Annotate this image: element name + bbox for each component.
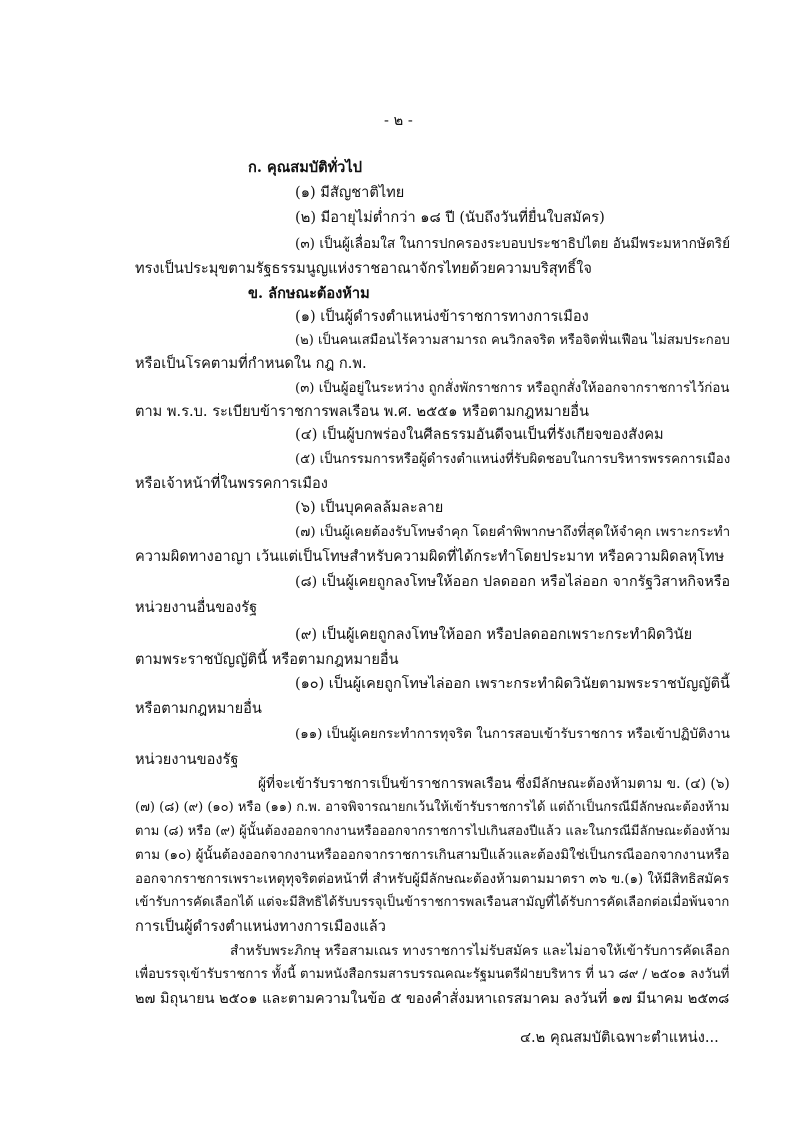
- paragraph-1-line-2: (๗) (๘) (๙) (๑๐) หรือ (๑๑) ก.พ. อาจพิจารณายกเว้นให้เข้ารับราชการได้ แต่ถ้าเป็นกรณีมีลักษณะต้องห้าม: [135, 800, 730, 815]
- section-b-item-7-cont: ความผิดทางอาญา เว้นแต่เป็นโทษสำหรับความผิดที่ได้กระทำโดยประมาท หรือความผิดลหุโทษ: [135, 548, 725, 565]
- section-a-item-1: (๑) มีสัญชาติไทย: [295, 184, 405, 201]
- section-b-item-7: (๗) เป็นผู้เคยต้องรับโทษจำคุก โดยคำพิพากษาถึงที่สุดให้จำคุก เพราะกระทำ: [295, 525, 731, 540]
- section-b-item-10-cont: หรือตามกฎหมายอื่น: [135, 700, 262, 717]
- section-b-heading: ข. ลักษณะต้องห้าม: [248, 285, 370, 302]
- paragraph-1-line-3: ตาม (๘) หรือ (๙) ผู้นั้นต้องออกจากงานหรือออกจากราชการไปเกินสองปีแล้ว และในกรณีมีลักษณะต้องห้าม: [135, 824, 731, 839]
- section-a-item-3-cont: ทรงเป็นประมุขตามรัฐธรรมนูญแห่งราชอาณาจักรไทยด้วยความบริสุทธิ์ใจ: [135, 260, 592, 277]
- section-b-item-11-cont: หน่วยงานของรัฐ: [135, 751, 239, 768]
- continuation-note: ๔.๒ คุณสมบัติเฉพาะตำแหน่ง...: [520, 1029, 719, 1046]
- section-b-item-9-cont: ตามพระราชบัญญัตินี้ หรือตามกฎหมายอื่น: [135, 651, 399, 668]
- paragraph-1-line-7: การเป็นผู้ดำรงตำแหน่งทางการเมืองแล้ว: [135, 918, 386, 935]
- section-b-item-3: (๓) เป็นผู้อยู่ในระหว่าง ถูกสั่งพักราชการ หรือถูกสั่งให้ออกจากราชการไว้ก่อน: [295, 381, 730, 396]
- section-b-item-10: (๑๐) เป็นผู้เคยถูกโทษไล่ออก เพราะกระทำผิดวินัยตามพระราชบัญญัตินี้: [295, 676, 730, 692]
- section-b-item-2: (๒) เป็นคนเสมือนไร้ความสามารถ คนวิกลจริต หรือจิตฟั่นเฟือน ไม่สมประกอบ: [295, 333, 730, 348]
- paragraph-1-line-1: ผู้ที่จะเข้ารับราชการเป็นข้าราชการพลเรือน ซึ่งมีลักษณะต้องห้ามตาม ข. (๔) (๖): [258, 776, 730, 792]
- section-b-item-11: (๑๑) เป็นผู้เคยกระทำการทุจริต ในการสอบเข้ารับราชการ หรือเข้าปฏิบัติงาน: [295, 727, 730, 742]
- section-b-item-9: (๙) เป็นผู้เคยถูกลงโทษให้ออก หรือปลดออกเพราะกระทำผิดวินัย: [295, 626, 693, 643]
- section-b-item-1: (๑) เป็นผู้ดำรงตำแหน่งข้าราชการทางการเมือง: [295, 308, 589, 325]
- section-a-item-3: (๓) เป็นผู้เลื่อมใส ในการปกครองระบอบประชาธิปไตย อันมีพระมหากษัตริย์: [295, 236, 731, 252]
- section-b-item-3-cont: ตาม พ.ร.บ. ระเบียบข้าราชการพลเรือน พ.ศ. ๒๕๕๑ หรือตามกฎหมายอื่น: [135, 403, 589, 420]
- section-b-item-8: (๘) เป็นผู้เคยถูกลงโทษให้ออก ปลดออก หรือไล่ออก จากรัฐวิสาหกิจหรือ: [295, 574, 731, 590]
- section-b-item-5-cont: หรือเจ้าหน้าที่ในพรรคการเมือง: [135, 475, 328, 492]
- paragraph-2-line-1: สำหรับพระภิกษุ หรือสามเณร ทางราชการไม่รับสมัคร และไม่อาจให้เข้ารับการคัดเลือก: [230, 943, 730, 959]
- section-b-item-8-cont: หน่วยงานอื่นของรัฐ: [135, 599, 258, 616]
- paragraph-1-line-4: ตาม (๑๐) ผู้นั้นต้องออกจากงานหรือออกจากราชการเกินสามปีแล้วและต้องมิใช่เป็นกรณีออกจากงานหรือ: [135, 848, 730, 863]
- paragraph-1-line-6: เข้ารับการคัดเลือกได้ แต่จะมีสิทธิได้รับบรรจุเป็นข้าราชการพลเรือนสามัญที่ได้รับการคัดเลือกต่อเมื่อพ้นจาก: [135, 895, 730, 910]
- section-b-item-6: (๖) เป็นบุคคลล้มละลาย: [295, 499, 444, 516]
- page-number: - ๒ -: [384, 112, 413, 129]
- section-b-item-5: (๕) เป็นกรรมการหรือผู้ดำรงตำแหน่งที่รับผิดชอบในการบริหารพรรคการเมือง: [295, 452, 731, 467]
- paragraph-1-line-5: ออกจากราชการเพราะเหตุทุจริตต่อหน้าที่ สำหรับผู้มีลักษณะต้องห้ามตามมาตรา ๓๖ ข.(๑) ให้มีสิทธิสมัคร: [135, 872, 730, 887]
- section-b-item-2-cont: หรือเป็นโรคตามที่กำหนดใน กฎ ก.พ.: [135, 355, 367, 372]
- paragraph-2-line-2: เพื่อบรรจุเข้ารับราชการ ทั้งนี้ ตามหนังสือกรมสารบรรณคณะรัฐมนตรีฝ่ายบริหาร ที่ นว ๘๙ / ๒๕๐๑ ลงวันที่: [135, 967, 730, 982]
- section-a-item-2: (๒) มีอายุไม่ต่ำกว่า ๑๘ ปี (นับถึงวันที่ยื่นใบสมัคร): [295, 209, 605, 226]
- paragraph-2-line-3: ๒๗ มิถุนายน ๒๕๐๑ และตามความในข้อ ๕ ของคำสั่งมหาเถรสมาคม ลงวันที่ ๑๗ มีนาคม ๒๕๓๘: [135, 991, 730, 1007]
- section-b-item-4: (๔) เป็นผู้บกพร่องในศีลธรรมอันดีจนเป็นที่รังเกียจของสังคม: [295, 426, 664, 443]
- section-a-heading: ก. คุณสมบัติทั่วไป: [248, 159, 362, 176]
